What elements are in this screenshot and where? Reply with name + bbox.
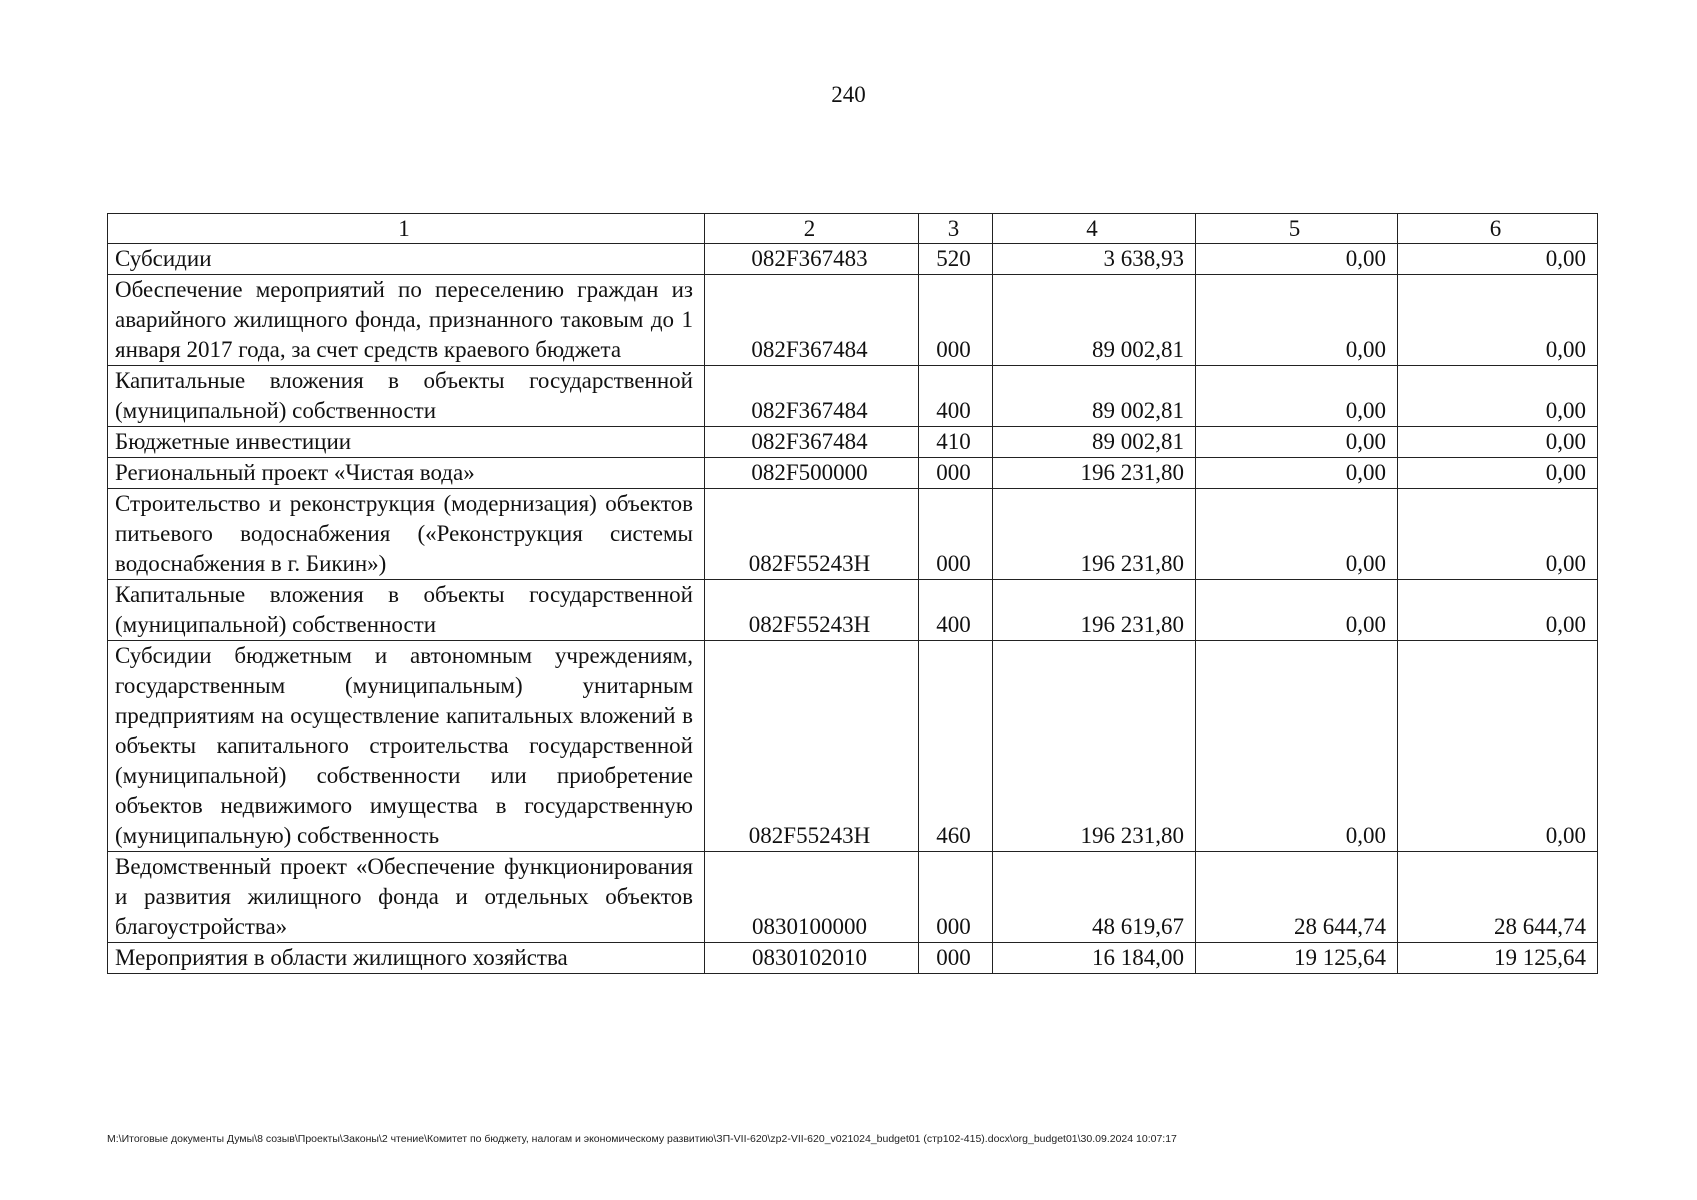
row-value-1: 196 231,80 — [993, 641, 1196, 852]
row-code: 082F500000 — [705, 458, 919, 489]
row-value-2: 28 644,74 — [1196, 852, 1398, 943]
row-value-3: 0,00 — [1398, 366, 1598, 427]
table-row — [108, 244, 1598, 275]
row-value-2: 0,00 — [1196, 244, 1398, 275]
table-row — [108, 641, 1598, 852]
table-row — [108, 366, 1598, 427]
table-row — [108, 580, 1598, 641]
row-value-1: 89 002,81 — [993, 275, 1196, 366]
row-value-3: 0,00 — [1398, 244, 1598, 275]
row-value-2: 0,00 — [1196, 427, 1398, 458]
row-code: 082F367484 — [705, 366, 919, 427]
row-code: 0830100000 — [705, 852, 919, 943]
row-code: 0830102010 — [705, 943, 919, 974]
row-name: Капитальные вложения в объекты государственной (муниципальной) собственности — [108, 580, 705, 641]
row-expense-type: 520 — [919, 244, 993, 275]
column-header: 1 — [108, 214, 705, 244]
table-row — [108, 275, 1598, 366]
row-expense-type: 000 — [919, 489, 993, 580]
row-name: Субсидии бюджетным и автономным учреждениям, государственным (муниципальным) унитарным предприятиям на осуществление капитальных вложений в объекты капитального строительства государственной (муниципальной) собственности или приобретение объектов недвижимого имущества в государственную (муниципальную) собственность — [108, 641, 705, 852]
row-value-3: 0,00 — [1398, 275, 1598, 366]
budget-table — [107, 213, 1598, 974]
row-name: Ведомственный проект «Обеспечение функционирования и развития жилищного фонда и отдельных объектов благоустройства» — [108, 852, 705, 943]
row-expense-type: 000 — [919, 458, 993, 489]
row-value-1: 89 002,81 — [993, 366, 1196, 427]
row-value-1: 196 231,80 — [993, 458, 1196, 489]
row-value-3: 0,00 — [1398, 489, 1598, 580]
row-expense-type: 000 — [919, 275, 993, 366]
row-value-3: 28 644,74 — [1398, 852, 1598, 943]
row-value-2: 19 125,64 — [1196, 943, 1398, 974]
row-value-2: 0,00 — [1196, 641, 1398, 852]
page-number: 240 — [831, 82, 866, 107]
column-header: 4 — [993, 214, 1196, 244]
row-code: 082F367483 — [705, 244, 919, 275]
table-row — [108, 489, 1598, 580]
row-expense-type: 000 — [919, 852, 993, 943]
row-value-1: 16 184,00 — [993, 943, 1196, 974]
row-value-2: 0,00 — [1196, 458, 1398, 489]
row-value-3: 19 125,64 — [1398, 943, 1598, 974]
row-value-3: 0,00 — [1398, 641, 1598, 852]
table-row — [108, 458, 1598, 489]
row-name: Строительство и реконструкция (модернизация) объектов питьевого водоснабжения («Реконструкция системы водоснабжения в г. Бикин») — [108, 489, 705, 580]
row-code: 082F367484 — [705, 275, 919, 366]
row-name: Бюджетные инвестиции — [108, 427, 705, 458]
row-value-2: 0,00 — [1196, 489, 1398, 580]
row-code: 082F367484 — [705, 427, 919, 458]
row-code: 082F55243H — [705, 580, 919, 641]
table-row — [108, 852, 1598, 943]
row-value-1: 89 002,81 — [993, 427, 1196, 458]
document-file-path: M:\Итоговые документы Думы\8 созыв\Проекты\Законы\2 чтение\Комитет по бюджету, налогам и экономическому развитию\ЗП-VII-620\zp2-VII-620_v021024_budget01 (стр102-415).docx\org_budget01\30.09.2024 10:07:17 — [107, 1133, 1177, 1145]
row-value-2: 0,00 — [1196, 580, 1398, 641]
row-code: 082F55243H — [705, 489, 919, 580]
row-name: Мероприятия в области жилищного хозяйства — [108, 943, 705, 974]
row-code: 082F55243H — [705, 641, 919, 852]
row-expense-type: 410 — [919, 427, 993, 458]
column-header: 2 — [705, 214, 919, 244]
row-expense-type: 000 — [919, 943, 993, 974]
table-row — [108, 427, 1598, 458]
column-header: 5 — [1196, 214, 1398, 244]
row-name: Капитальные вложения в объекты государственной (муниципальной) собственности — [108, 366, 705, 427]
row-name: Региональный проект «Чистая вода» — [108, 458, 705, 489]
column-header: 6 — [1398, 214, 1598, 244]
row-name: Субсидии — [108, 244, 705, 275]
row-expense-type: 400 — [919, 580, 993, 641]
row-value-1: 48 619,67 — [993, 852, 1196, 943]
row-value-3: 0,00 — [1398, 458, 1598, 489]
row-value-1: 3 638,93 — [993, 244, 1196, 275]
row-value-3: 0,00 — [1398, 580, 1598, 641]
row-value-3: 0,00 — [1398, 427, 1598, 458]
row-value-2: 0,00 — [1196, 366, 1398, 427]
row-name: Обеспечение мероприятий по переселению граждан из аварийного жилищного фонда, признанного таковым до 1 января 2017 года, за счет средств краевого бюджета — [108, 275, 705, 366]
row-expense-type: 460 — [919, 641, 993, 852]
row-value-1: 196 231,80 — [993, 580, 1196, 641]
table-row — [108, 943, 1598, 974]
table-header-row — [108, 214, 1598, 244]
row-expense-type: 400 — [919, 366, 993, 427]
row-value-2: 0,00 — [1196, 275, 1398, 366]
row-value-1: 196 231,80 — [993, 489, 1196, 580]
column-header: 3 — [919, 214, 993, 244]
